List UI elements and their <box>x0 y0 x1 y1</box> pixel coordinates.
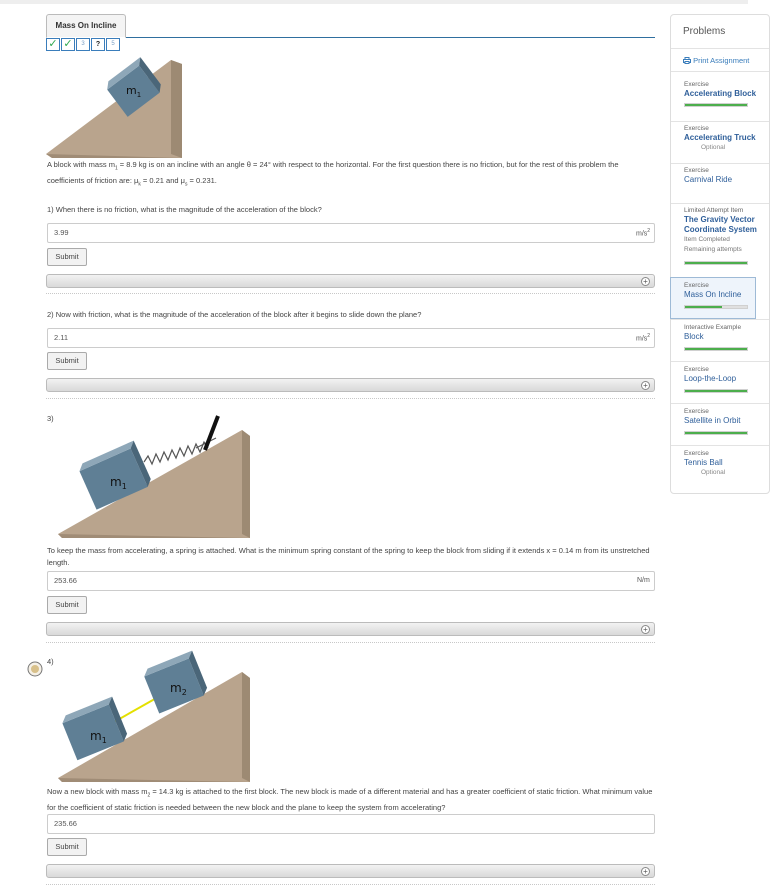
question-3-text: To keep the mass from accelerating, a spring is attached. What is the minimum spring constant of the spring to keep the block from sliding if it extends x = 0.14 m from its unstretched length. <box>47 546 650 567</box>
progress-bar <box>684 305 748 309</box>
question-1-answer-field[interactable]: 3.99 <box>47 223 655 243</box>
in-progress-icon <box>27 661 43 677</box>
part-3-status[interactable]: 3 <box>76 38 90 51</box>
part-5-status[interactable]: 5 <box>106 38 120 51</box>
question-2-unit: $m/s^2$ <box>636 333 651 343</box>
problem-tab[interactable]: Mass On Incline <box>46 14 126 38</box>
question-3-number: 3) <box>47 414 54 423</box>
sidebar-item-satellite-in-orbit[interactable]: Exercise Satellite in Orbit <box>671 403 769 445</box>
spring-incline-figure <box>56 410 252 542</box>
fig3-mass-sub: 1 <box>121 482 127 491</box>
question-1-submit-button[interactable]: Submit <box>47 248 87 266</box>
problems-sidebar <box>670 14 770 494</box>
question-2-text: 2) Now with friction, what is the magnitude of the acceleration of the block after it begins to slide down the plane? <box>47 310 422 319</box>
separator <box>46 642 655 643</box>
question-4-submit-button[interactable]: Submit <box>47 838 87 856</box>
expand-icon[interactable]: + <box>641 867 650 876</box>
fig4-m2-sub: 2 <box>181 688 187 697</box>
progress-bar <box>684 347 748 351</box>
question-1-text: 1) When there is no friction, what is the magnitude of the acceleration of the block? <box>47 205 322 214</box>
connecting-rod <box>114 696 160 722</box>
question-2-submit-button[interactable]: Submit <box>47 352 87 370</box>
printer-icon <box>683 57 691 64</box>
incline-ramp <box>46 60 182 158</box>
sidebar-item-block[interactable]: Interactive Example Block <box>671 319 769 361</box>
question-4-answer-field[interactable]: 235.66 <box>47 814 655 834</box>
divider <box>671 48 769 49</box>
progress-bar <box>684 389 748 393</box>
fig4-m2-label: m <box>170 681 182 695</box>
expand-icon[interactable]: + <box>641 381 650 390</box>
question-4-text: Now a new block with mass $m_2 = 14.3$ kg is attached to the first block. The new block is made of a different material and has a greater coefficient of static friction. What minimum value for the coefficient of static friction is needed between the new block and the plane to keep the system from accelerating? <box>47 787 653 812</box>
question-3-feedback-bar[interactable] <box>46 622 655 636</box>
fig1-mass-sub: 1 <box>136 91 142 99</box>
progress-bar <box>684 261 748 265</box>
sidebar-title: Problems <box>683 26 726 37</box>
progress-bar <box>684 431 748 435</box>
question-2-answer-field[interactable]: 2.11 <box>47 328 655 348</box>
fig4-m1-label: m <box>90 729 102 743</box>
two-block-incline-figure <box>56 650 252 786</box>
sidebar-item-gravity-vector[interactable]: Limited Attempt Item The Gravity Vector Coordinate System Item Completed Remaining attempts <box>671 203 769 273</box>
progress-bar <box>684 103 748 107</box>
problem-statement: A block with mass $m_1 = 8.9$ kg is on an incline with an angle θ = 24° with respect to the horizontal. For the first question there is no friction, but for the rest of this problem the coefficients of friction are: $\mu_k = 0.21$ and $\mu_s = 0.231$. <box>47 160 619 187</box>
incline-figure <box>46 54 186 162</box>
fig1-mass-label: m <box>126 84 137 97</box>
expand-icon[interactable]: + <box>641 277 650 286</box>
question-4-number: 4) <box>47 657 54 666</box>
print-assignment-link[interactable]: Print Assignment <box>683 56 749 65</box>
question-3-unit: N/m <box>637 577 650 584</box>
question-3-submit-button[interactable]: Submit <box>47 596 87 614</box>
top-strip <box>0 0 748 4</box>
fig3-mass-label: m <box>110 475 122 489</box>
part-4-status[interactable]: ? <box>91 38 105 51</box>
sidebar-item-loop-the-loop[interactable]: Exercise Loop-the-Loop <box>671 361 769 403</box>
question-2-feedback-bar[interactable] <box>46 378 655 392</box>
sidebar-item-mass-on-incline[interactable]: Exercise Mass On Incline <box>670 277 756 319</box>
separator <box>46 884 655 885</box>
question-4-feedback-bar[interactable] <box>46 864 655 878</box>
fig4-m1-sub: 1 <box>101 736 107 745</box>
expand-icon[interactable]: + <box>641 625 650 634</box>
question-3-answer-field[interactable]: 253.66 <box>47 571 655 591</box>
question-1-unit: $m/s^2$ <box>636 228 651 238</box>
separator <box>46 398 655 399</box>
part-1-status[interactable]: ✓ <box>46 38 60 51</box>
problem-tab-bar <box>46 14 655 38</box>
sidebar-item-accelerating-truck[interactable]: Exercise Accelerating Truck Optional <box>684 125 756 151</box>
sidebar-item-accelerating-block[interactable]: Exercise Accelerating Block <box>671 77 769 121</box>
separator <box>46 293 655 294</box>
question-1-feedback-bar[interactable] <box>46 274 655 288</box>
part-2-status[interactable]: ✓ <box>61 38 75 51</box>
sidebar-item-tennis-ball[interactable]: Exercise Tennis Ball Optional <box>684 450 726 476</box>
part-progress <box>46 38 120 51</box>
sidebar-item-carnival-ride[interactable]: Exercise Carnival Ride <box>684 167 733 184</box>
divider <box>671 71 769 72</box>
